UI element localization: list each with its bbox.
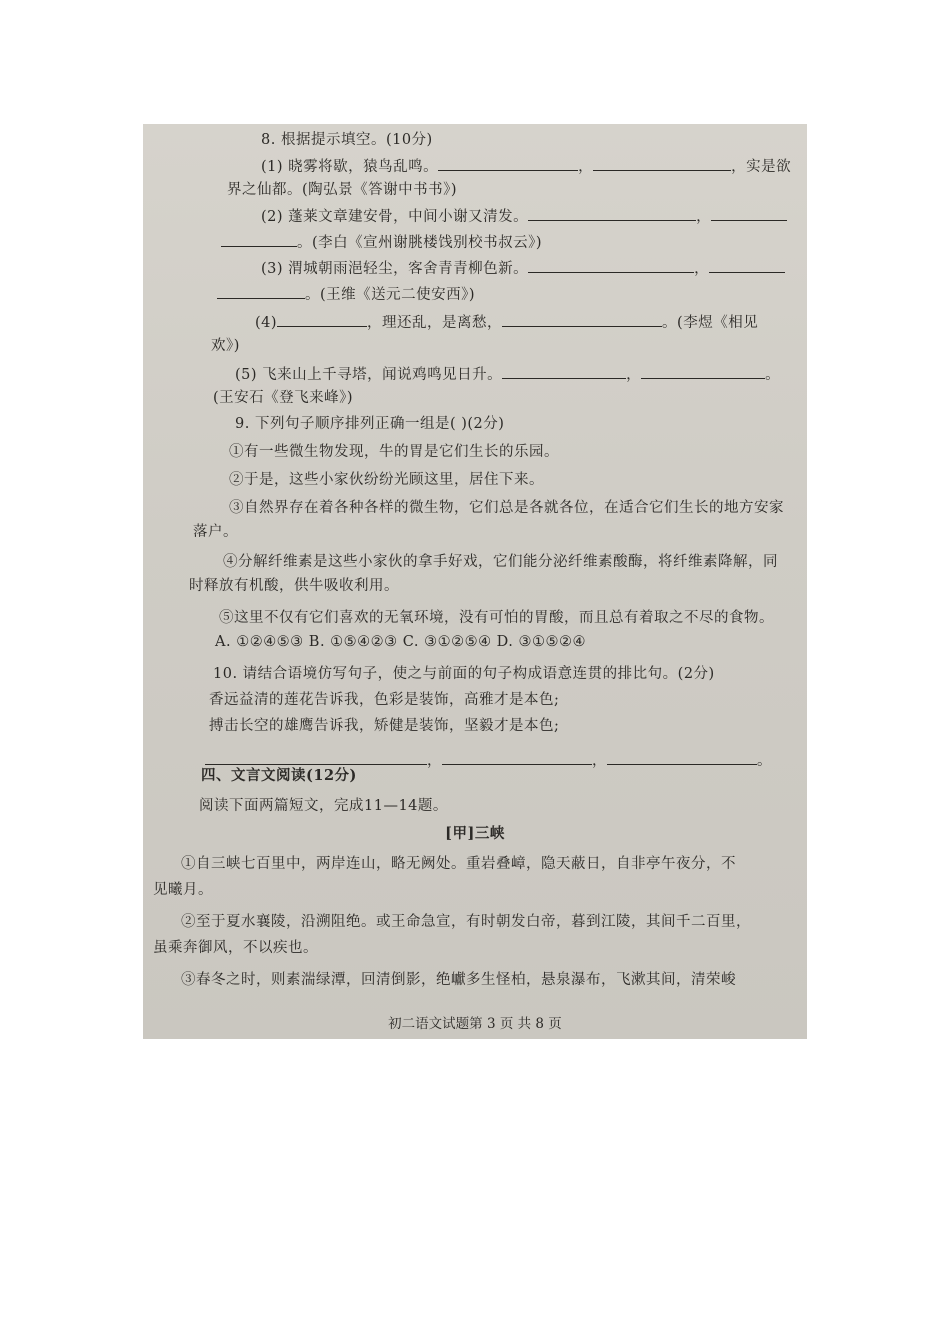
q8-title: 8. 根据提示填空。(10分) <box>261 132 433 148</box>
answer-blank[interactable] <box>709 258 785 273</box>
answer-blank[interactable] <box>593 156 731 171</box>
q8-item1-source: 界之仙都。(陶弘景《答谢中书书》) <box>227 182 458 198</box>
q9-s5: ⑤这里不仅有它们喜欢的无氧环境，没有可怕的胃酸，而且总有着取之不尽的食物。 <box>219 610 774 626</box>
q10-line2: 搏击长空的雄鹰告诉我，矫健是装饰，坚毅才是本色; <box>209 718 560 734</box>
q9-s4-cont: 时释放有机酸，供牛吸收利用。 <box>189 578 399 594</box>
answer-blank[interactable] <box>528 206 696 221</box>
q9-s3: ③自然界存在着各种各样的微生物，它们总是各就各位，在适合它们生长的地方安家 <box>229 500 784 516</box>
q9-s4: ④分解纤维素是这些小家伙的拿手好戏，它们能分泌纤维素酸酶，将纤维素降解，同 <box>223 554 778 570</box>
q8-item2: (2) 蓬莱文章建安骨，中间小谢又清发。 ， <box>261 206 787 227</box>
passage-p3: ③春冬之时，则素湍绿潭，回清倒影，绝巘多生怪柏，悬泉瀑布，飞漱其间，清荣峻 <box>181 972 736 988</box>
q8-item4-cont: 欢》) <box>211 338 240 354</box>
answer-blank[interactable] <box>442 750 592 765</box>
answer-blank[interactable] <box>528 258 694 273</box>
passage-p1-cont: 见曦月。 <box>153 882 213 898</box>
q10-answer-line: ， ， 。 <box>205 750 772 771</box>
q9-s2: ②于是，这些小家伙纷纷光顾这里，居住下来。 <box>229 472 544 488</box>
q8-item3-cont: 。(王维《送元二使安西》) <box>217 284 475 305</box>
answer-blank[interactable] <box>217 284 305 299</box>
answer-blank[interactable] <box>277 312 367 327</box>
q9-s1: ①有一些微生物发现，牛的胃是它们生长的乐园。 <box>229 444 559 460</box>
q8-item5: (5) 飞来山上千寻塔，闻说鸡鸣见日升。 ， 。 <box>235 364 780 385</box>
q10-title: 10. 请结合语境仿写句子，使之与前面的句子构成语意连贯的排比句。(2分) <box>213 666 715 682</box>
answer-blank[interactable] <box>711 206 787 221</box>
passage-title: [甲]三峡 <box>445 825 505 842</box>
q9-s3-cont: 落户。 <box>193 524 238 540</box>
q8-item1: (1) 晓雾将歇，猿鸟乱鸣。 ， ，实是欲 <box>261 156 791 177</box>
passage-p1: ①自三峡七百里中，两岸连山，略无阙处。重岩叠嶂，隐天蔽日，自非亭午夜分，不 <box>181 856 736 872</box>
q10-line1: 香远益清的莲花告诉我，色彩是装饰，高雅才是本色; <box>209 692 560 708</box>
answer-blank[interactable] <box>438 156 578 171</box>
passage-p2: ②至于夏水襄陵，沿溯阻绝。或王命急宣，有时朝发白帝，暮到江陵，其间千二百里， <box>181 914 751 930</box>
answer-blank[interactable] <box>607 750 757 765</box>
q8-item5-source: (王安石《登飞来峰》) <box>213 390 354 406</box>
section4-intro: 阅读下面两篇短文，完成11—14题。 <box>199 798 448 814</box>
q8-item2-cont: 。(李白《宣州谢朓楼饯别校书叔云》) <box>221 232 542 253</box>
q8-item3: (3) 渭城朝雨浥轻尘，客舍青青柳色新。 ， <box>261 258 785 279</box>
page-footer: 初二语文试题第 3 页 共 8 页 <box>388 1016 562 1032</box>
answer-blank[interactable] <box>502 312 662 327</box>
q9-options: A. ①②④⑤③ B. ①⑤④②③ C. ③①②⑤④ D. ③①⑤②④ <box>215 634 586 650</box>
answer-blank[interactable] <box>221 232 297 247</box>
answer-blank[interactable] <box>641 364 765 379</box>
passage-p2-cont: 虽乘奔御风，不以疾也。 <box>153 940 318 956</box>
section4-heading: 四、文言文阅读(12分) <box>201 767 357 784</box>
exam-page-photo <box>143 124 807 1039</box>
answer-blank[interactable] <box>502 364 626 379</box>
q8-item4: (4) ，理还乱，是离愁， 。(李煜《相见 <box>255 312 758 333</box>
answer-blank[interactable] <box>205 750 427 765</box>
q9-title: 9. 下列句子顺序排列正确一组是( )(2分) <box>235 416 505 432</box>
